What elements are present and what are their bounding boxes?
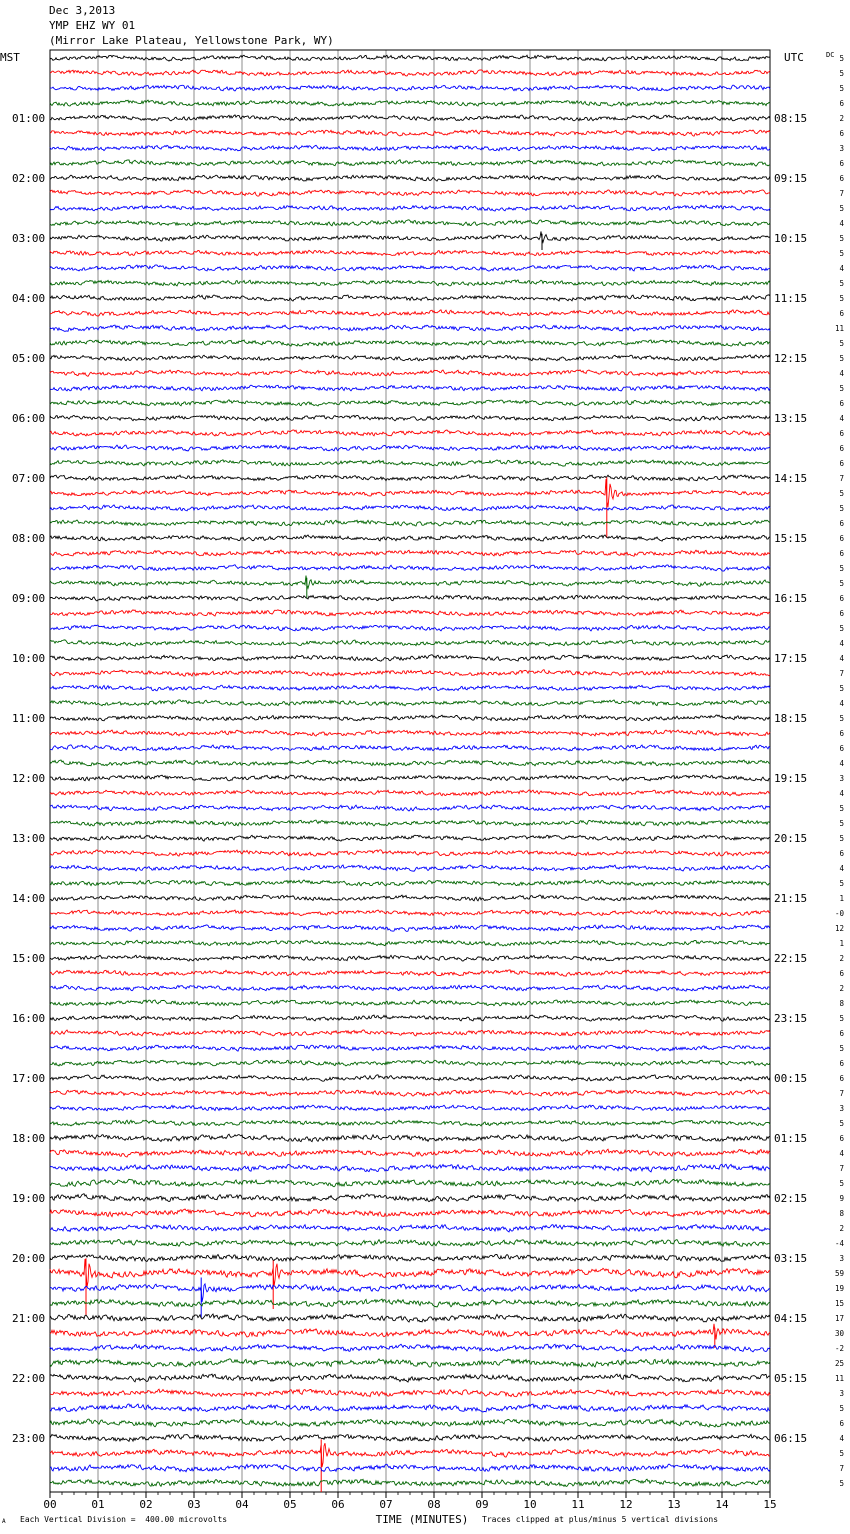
seismic-trace [50,1359,770,1367]
left-hour-label: 18:00 [12,1132,46,1145]
seismic-trace [50,565,770,571]
dc-offset-label: 6 [839,729,844,738]
dc-offset-label: 5 [839,1044,844,1053]
dc-offset-label: 7 [839,1464,844,1473]
seismic-trace [50,1443,770,1467]
dc-offset-label: 1 [839,939,844,948]
dc-offset-label: 7 [839,669,844,678]
seismic-trace [50,595,770,601]
dc-offset-label: 5 [839,579,844,588]
seismic-trace [50,310,770,316]
dc-offset-label: 2 [839,984,844,993]
dc-offset-label: 2 [839,954,844,963]
seismic-trace [50,1149,770,1157]
seismic-trace [50,1344,770,1352]
right-timezone-label: UTC [784,51,804,64]
dc-offset-label: 6 [839,594,844,603]
seismic-trace [50,1240,770,1247]
dc-offset-label: 1 [839,894,844,903]
seismic-trace [50,460,770,466]
dc-offset-label: 17 [834,1314,844,1323]
right-hour-label: 01:15 [774,1132,808,1145]
right-hour-label: 14:15 [774,472,808,485]
seismic-trace [50,1194,770,1202]
dc-offset-label: 5 [839,504,844,513]
right-hour-label: 19:15 [774,772,808,785]
dc-offset-label: 5 [839,234,844,243]
corner-mark: A [2,1518,6,1525]
dc-offset-label: 4 [839,369,844,378]
seismic-trace [50,1015,770,1021]
dc-offset-label: 59 [834,1269,844,1278]
seismic-trace [50,700,770,706]
x-tick-label: 01 [91,1498,105,1511]
dc-offset-label: 5 [839,834,844,843]
seismic-trace [50,730,770,736]
dc-offset-label: 5 [839,1449,844,1458]
dc-offset-label: 6 [839,609,844,618]
seismic-trace [50,550,770,556]
dc-offset-label: 6 [839,459,844,468]
seismic-trace [50,760,770,766]
seismic-trace [50,940,770,946]
left-hour-label: 04:00 [12,292,46,305]
header-location: (Mirror Lake Plateau, Yellowstone Park, WY) [49,34,334,47]
dc-offset-label: 4 [839,654,844,663]
seismic-trace [50,805,770,811]
seismic-trace [50,130,770,136]
seismic-trace [50,1374,770,1382]
left-hour-label: 14:00 [12,892,46,905]
seismic-trace [50,655,770,661]
dc-offset-label: 6 [839,444,844,453]
left-hour-label: 22:00 [12,1372,46,1385]
seismic-trace [50,479,770,507]
dc-offset-label: 5 [839,279,844,288]
dc-offset-label: 6 [839,399,844,408]
clip-note: Traces clipped at plus/minus 5 vertical divisions [482,1515,719,1524]
dc-offset-label: 8 [839,999,844,1008]
seismic-trace [50,1419,770,1427]
seismic-trace [50,985,770,991]
x-tick-label: 02 [139,1498,153,1511]
seismic-trace [50,1255,770,1262]
dc-offset-label: 6 [839,1134,844,1143]
seismic-trace [50,1324,770,1340]
left-hour-label: 11:00 [12,712,46,725]
dc-offset-label: 8 [839,1209,844,1218]
left-hour-label: 20:00 [12,1252,46,1265]
seismic-trace [50,1225,770,1232]
right-hour-label: 00:15 [774,1072,808,1085]
seismic-trace [50,1209,770,1217]
x-tick-label: 13 [667,1498,681,1511]
seismic-trace [50,385,770,391]
x-tick-label: 15 [763,1498,777,1511]
seismic-trace [50,1389,770,1397]
dc-offset-label: 5 [839,1479,844,1488]
left-hour-label: 08:00 [12,532,46,545]
seismic-trace [50,70,770,76]
dc-offset-label: 3 [839,144,844,153]
left-hour-label: 19:00 [12,1192,46,1205]
seismic-trace [50,1000,770,1006]
seismic-trace [50,1259,770,1287]
seismic-trace [50,850,770,856]
dc-offset-label: 6 [839,309,844,318]
seismic-trace [50,1030,770,1036]
seismic-trace [50,1120,770,1126]
seismic-trace [50,475,770,481]
dc-column-label: DC [826,51,835,59]
seismic-trace [50,205,770,211]
seismic-trace [50,715,770,721]
seismic-trace [50,1434,770,1441]
left-hour-label: 07:00 [12,472,46,485]
dc-offset-label: 5 [839,489,844,498]
dc-offset-label: 6 [839,99,844,108]
seismic-trace [50,445,770,451]
seismic-trace [50,55,770,61]
seismic-trace [50,865,770,871]
dc-offset-label: 6 [839,1029,844,1038]
left-hour-label: 03:00 [12,232,46,245]
right-hour-label: 13:15 [774,412,808,425]
dc-offset-label: 6 [839,534,844,543]
dc-offset-label: 5 [839,879,844,888]
dc-offset-label: 6 [839,174,844,183]
seismic-trace [50,400,770,406]
seismic-trace [50,820,770,826]
x-tick-label: 04 [235,1498,249,1511]
seismic-trace [50,745,770,751]
dc-offset-label: 4 [839,864,844,873]
seismic-trace [50,115,770,121]
dc-offset-label: 4 [839,414,844,423]
dc-offset-label: 6 [839,1419,844,1428]
seismic-trace [50,1179,770,1186]
dc-offset-label: -2 [834,1344,844,1353]
seismic-trace [50,190,770,196]
dc-offset-label: 6 [839,159,844,168]
dc-offset-label: 6 [839,744,844,753]
dc-offset-label: 4 [839,1149,844,1158]
seismic-trace [50,325,770,332]
seismic-trace [50,1479,770,1486]
dc-offset-label: 5 [839,714,844,723]
seismic-trace [50,220,770,226]
dc-offset-label: 4 [839,219,844,228]
seismic-trace [50,1075,770,1081]
seismic-trace [50,610,770,616]
seismic-trace [50,1404,770,1412]
dc-offset-label: 5 [839,564,844,573]
dc-offset-label: 6 [839,519,844,528]
dc-offset-label: 12 [834,924,844,933]
dc-offset-label: 11 [834,324,844,333]
left-hour-label: 01:00 [12,112,46,125]
seismic-trace [50,1164,770,1172]
left-hour-label: 21:00 [12,1312,46,1325]
seismic-trace [50,295,770,301]
seismic-trace [50,895,770,901]
dc-offset-label: 5 [839,354,844,363]
seismic-trace [50,250,770,255]
dc-offset-label: 6 [839,549,844,558]
x-axis-title: TIME (MINUTES) [375,1513,469,1526]
right-hour-label: 11:15 [774,292,808,305]
header-station: YMP EHZ WY 01 [49,19,136,32]
dc-offset-label: 6 [839,1059,844,1068]
dc-offset-label: 6 [839,129,844,138]
dc-offset-label: 6 [839,1074,844,1083]
dc-offset-label: 5 [839,1179,844,1188]
dc-offset-label: 5 [839,69,844,78]
left-hour-label: 06:00 [12,412,46,425]
seismic-trace [50,370,770,376]
dc-offset-label: 2 [839,114,844,123]
dc-offset-label: 4 [839,699,844,708]
x-tick-label: 07 [379,1498,393,1511]
x-tick-label: 03 [187,1498,201,1511]
seismic-trace [50,1060,770,1066]
seismic-trace [50,625,770,631]
dc-offset-label: 5 [839,54,844,63]
x-tick-label: 12 [619,1498,633,1511]
seismic-trace [50,415,770,421]
right-hour-label: 09:15 [774,172,808,185]
dc-offset-label: 5 [839,1119,844,1128]
right-hour-label: 05:15 [774,1372,808,1385]
seismic-trace [50,280,770,286]
dc-offset-label: 30 [834,1329,844,1338]
dc-offset-label: 4 [839,1434,844,1443]
left-hour-label: 05:00 [12,352,46,365]
seismic-trace [50,835,770,841]
dc-offset-label: 7 [839,1164,844,1173]
seismic-trace [50,355,770,361]
right-hour-label: 20:15 [774,832,808,845]
dc-offset-label: 6 [839,849,844,858]
trace-group [50,55,770,1492]
header-date: Dec 3,2013 [49,4,116,17]
seismic-trace [50,1134,770,1141]
dc-offset-label: 6 [839,429,844,438]
left-timezone-label: MST [0,51,20,64]
dc-offset-label: 5 [839,624,844,633]
x-tick-label: 06 [331,1498,345,1511]
dc-offset-label: 5 [839,249,844,258]
scale-note: Each Vertical Division = 400.00 microvolts [20,1515,228,1524]
x-tick-label: 10 [523,1498,537,1511]
seismic-trace [50,790,770,796]
seismic-trace [50,85,770,91]
seismic-trace [50,670,770,676]
right-hour-label: 18:15 [774,712,808,725]
dc-offset-label: 5 [839,1014,844,1023]
seismic-trace [50,685,770,691]
x-tick-label: 05 [283,1498,297,1511]
right-hour-label: 16:15 [774,592,808,605]
seismic-trace [50,640,770,646]
dc-offset-label: 4 [839,759,844,768]
seismic-trace [50,925,770,931]
seismic-trace [50,775,770,781]
dc-offset-label: 2 [839,1224,844,1233]
seismic-trace [50,231,770,242]
right-hour-label: 15:15 [774,532,808,545]
left-hour-label: 12:00 [12,772,46,785]
seismic-trace [50,1090,770,1096]
left-hour-label: 17:00 [12,1072,46,1085]
x-tick-label: 09 [475,1498,489,1511]
seismic-trace [50,576,770,589]
left-hour-label: 02:00 [12,172,46,185]
seismic-trace [50,505,770,511]
dc-offset-label: 5 [839,384,844,393]
seismic-trace [50,1045,770,1051]
dc-offset-label: 11 [834,1374,844,1383]
seismic-trace [50,520,770,526]
seismic-trace [50,910,770,916]
seismic-trace [50,430,770,436]
left-hour-label: 10:00 [12,652,46,665]
right-hour-label: 10:15 [774,232,808,245]
seismic-trace [50,535,770,541]
dc-offset-label: 5 [839,204,844,213]
dc-offset-label: 19 [834,1284,844,1293]
dc-offset-label: 3 [839,774,844,783]
dc-offset-label: -0 [834,909,844,918]
x-tick-label: 00 [43,1498,57,1511]
dc-offset-label: 4 [839,639,844,648]
dc-offset-label: 7 [839,189,844,198]
x-tick-label: 14 [715,1498,729,1511]
seismic-trace [50,265,770,271]
right-hour-label: 21:15 [774,892,808,905]
right-hour-label: 23:15 [774,1012,808,1025]
seismic-trace [50,1284,770,1302]
left-hour-label: 09:00 [12,592,46,605]
seismic-trace [50,970,770,977]
left-hour-label: 23:00 [12,1432,46,1445]
x-tick-label: 11 [571,1498,585,1511]
seismic-trace [50,1464,770,1472]
left-hour-label: 15:00 [12,952,46,965]
dc-offset-label: 7 [839,1089,844,1098]
dc-offset-label: 3 [839,1389,844,1398]
seismic-trace [50,340,770,346]
right-hour-label: 12:15 [774,352,808,365]
seismic-trace [50,1105,770,1111]
seismic-trace [50,1299,770,1307]
left-hour-label: 16:00 [12,1012,46,1025]
right-hour-label: 02:15 [774,1192,808,1205]
dc-offset-label: 5 [839,684,844,693]
dc-offset-label: 5 [839,84,844,93]
dc-offset-label: 5 [839,339,844,348]
dc-offset-label: 3 [839,1104,844,1113]
x-tick-label: 08 [427,1498,441,1511]
dc-offset-label: 7 [839,474,844,483]
dc-offset-label: 4 [839,789,844,798]
dc-offset-label: 5 [839,1404,844,1413]
seismic-trace [50,955,770,961]
right-hour-label: 03:15 [774,1252,808,1265]
seismic-trace [50,175,770,181]
dc-offset-label: 9 [839,1194,844,1203]
right-hour-label: 17:15 [774,652,808,665]
dc-offset-label: 6 [839,969,844,978]
right-hour-label: 04:15 [774,1312,808,1325]
seismic-trace [50,1314,770,1322]
dc-offset-label: 5 [839,804,844,813]
dc-offset-label: 15 [834,1299,844,1308]
seismic-trace [50,880,770,886]
dc-offset-label: 25 [834,1359,844,1368]
dc-offset-label: 3 [839,1254,844,1263]
dc-offset-label: -4 [834,1239,844,1248]
seismic-trace [50,145,770,151]
seismic-trace [50,100,770,106]
right-hour-label: 06:15 [774,1432,808,1445]
seismic-trace [50,160,770,166]
left-hour-label: 13:00 [12,832,46,845]
right-hour-label: 08:15 [774,112,808,125]
dc-offset-label: 4 [839,264,844,273]
right-hour-label: 22:15 [774,952,808,965]
dc-offset-label: 5 [839,819,844,828]
dc-offset-label: 5 [839,294,844,303]
